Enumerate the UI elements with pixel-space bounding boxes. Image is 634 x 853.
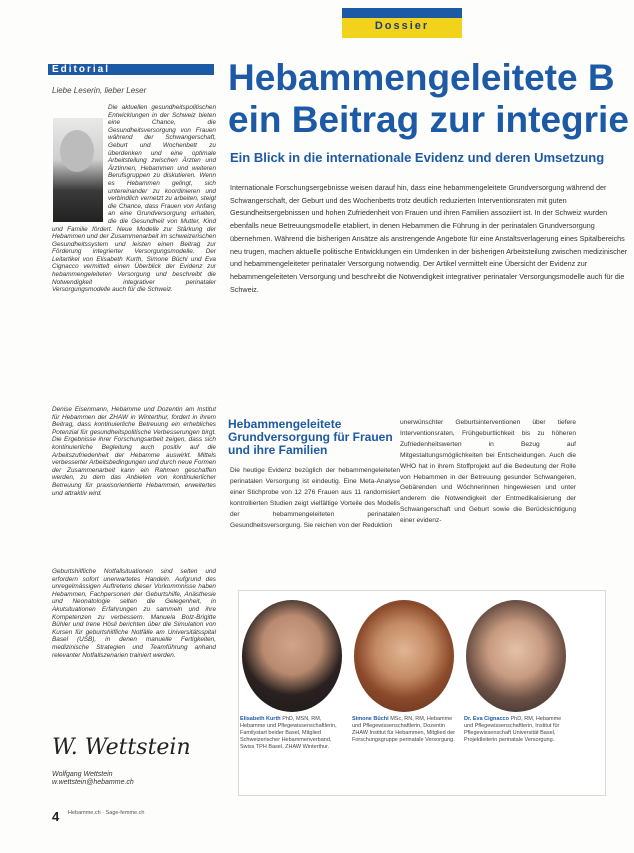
author-caption	[240, 716, 346, 751]
article-column-b: unerwünschter Geburtsinterventionen über tiefere Interventionsraten, Frühgeburtlichkeit bis zu höheren Zufriedenheitswerten in Bezug auf Mitgestaltungsmöglichkeiten bei Entscheidungen. Auch die WHO hat in ihrem Stoffprojekt auf die Bedeutung der Rolle von Hebammen in der Betreuung gesunder Schwangeren, Gebärenden und Wöchnerinnen hingewiesen und unter anderem die Notwendigkeit der Entmedikalisierung der Schwangerschaft und Geburt sowie die Berücksichtigung einer evidenz-	[400, 419, 576, 525]
page-number: 4	[52, 809, 60, 824]
dossier-tab-accent	[342, 8, 462, 18]
author-caption	[464, 716, 570, 744]
author-photo-kurth	[242, 600, 342, 712]
signer-block	[52, 771, 134, 787]
editorial-paragraph-1	[52, 104, 216, 294]
author-photo-buechi	[354, 600, 454, 712]
author-name: Elisabeth Kurth	[240, 716, 281, 722]
article-title-line-1: Hebammengeleitete B	[228, 57, 615, 98]
author-name: Dr. Eva Cignacco	[464, 716, 509, 722]
article-subtitle: Ein Blick in die internationale Evidenz und deren Umsetzung	[230, 150, 605, 165]
editor-signature: W. Wettstein	[52, 735, 191, 760]
section-tag: Dossier	[374, 20, 430, 32]
signer-name: Wolfgang Wettstein	[52, 771, 113, 778]
author-details: PhD, RM, Hebamme und Pflegewissenschaftlerin, Institut für Pflegewissenschaft Universität Basel, Projektleiterin perinatale Versorgung.	[464, 716, 562, 743]
author-details: MSc, RN, RM, Hebamme und Pflegewissenschaftlerin, Dozentin ZHAW Institut für Hebammen, Mitglied der Forschungsgruppe perinatale Versorgung.	[352, 716, 456, 743]
article-lead: Internationale Forschungsergebnisse weisen darauf hin, dass eine hebammengeleitete Grundversorgung während der Schwangerschaft, der Geburt und des Wochenbetts trotz deutlich reduzierten Interventionsraten mit guten Gesundheitsergebnissen und hohen Zufriedenheit von Frauen und ihren Familien assoziiert ist. In der Schweiz wurden ebenfalls neue Betreuungsmodelle etabliert, in denen Hebammen die Führung in der perinatalen Grundversorgung übernehmen. Während die bisherigen Ansätze als anstrengende Angebote für eine Anstaltsverlagerung eines Spitalbereichs neu trugen, machen aktuelle politische Entwicklungen ein Umdenken in der bisherigen Arbeitsteilung zwischen medizinischer und hebammengeleiteter perinataler Versorgung notwendig. Der Artikel vermittelt eine Übersicht der Evidenz zur hebammengeleiteten Versorgung und beschreibt die Notwendigkeit integrativer perinataler Versorgungsmodelle auch für die Schweiz.	[230, 183, 628, 294]
author-details: PhD, MSN, RM, Hebamme und Pflegewissenschaftlerin, Familystart beider Basel, Mitglied Schweizerischer Hebammenverband, Swiss TPH Basel, ZHAW Winterthur.	[240, 716, 337, 750]
editorial-tag: Editorial	[52, 64, 111, 75]
article-title-line-2: ein Beitrag zur integrie	[228, 99, 629, 140]
signer-email: w.wettstein@hebamme.ch	[52, 779, 134, 786]
editorial-greeting: Liebe Leserin, lieber Leser	[52, 86, 147, 95]
author-name: Simone Büchi	[352, 716, 389, 722]
portrait-spacer	[52, 104, 108, 218]
author-caption	[352, 716, 458, 744]
section-heading: Hebammengeleitete Grundversorgung für Frauen und ihre Familien	[228, 417, 393, 457]
author-photo-cignacco	[466, 600, 566, 712]
editorial-paragraph-2: Denise Eisenmann, Hebamme und Dozentin am Institut für Hebammen der ZHAW in Winterthur, fordert in ihrem Beitrag, dass kontinuierliche Betreuung ein erhebliches Potenzial für gesundheitspolitische Verbesserungen birgt. Die Ergebnisse ihrer Forschungsarbeit zeigen, dass sich kontinuierliche Begleitung auch positiv auf die Arbeitszufriedenheit der Hebamme auswirkt. Mittels verbesserter Arbeitsbedingungen und durch neue Formen der Zusammenarbeit kann ein Rahmen geschaffen werden, zu dem das Anbieten von kontinuierlicher Betreuung für praxisorientierte Hebammen, erweitertes und attraktiv wird.	[52, 406, 216, 497]
publication-footer: Hebamme.ch · Sage-femme.ch	[68, 810, 145, 816]
editorial-paragraph-3: Geburtshilfliche Notfallsituationen sind selten und erfordern sofort unerwartetes Handeln. Aufgrund des unregelmässigen Auftretens dieser Vorkommnisse haben Hebammen, Fachpersonen der Geburtshilfe, Anästhesie und Neonatologie selten die Gelegenheit, in Akutsituationen Erfahrungen zu sammeln und ihre Kompetenzen zu verbessern. Manuela Bolz-Brigitte Bühler und Irene Hösli berichten über die Simulation von Kursen für geburtshilfliche Notfälle am Universitätsspital Basel (USB), in denen manuelle Fertigkeiten, medizinische Strategien und Teamführung anhand relevanter Notfallszenarien trainiert werden.	[52, 568, 216, 659]
article-column-a: Die heutige Evidenz bezüglich der hebammengeleiteten perinatalen Versorgung ist eindeutig. Eine Meta-Analyse einer Stichprobe von 12 276 Frauen aus 11 randomisiert kontrollierten Studien zeigt vielfältige Vorteile des Modells der hebammengeleiteten perinatalen Gesundheitsversorgung. Sie reichen von der Reduktion	[230, 467, 400, 529]
editorial-paragraph-1-text: Die aktuellen gesundheitspolitischen Entwicklungen in der Schweiz bieten eine Chance, die Gesundheitsversorgung von Frauen während der Schwangerschaft, Geburt und Wochenbett zu überdenken und eine optimale Arbeitsteilung zwischen Ärzten und Ärztinnen, Hebammen und weiteren Berufsgruppen zu diskutieren. Wenn es Hebammen gelingt, sich untereinander zu koordinieren und verbindlich vernetzt zu arbeiten, steigt die Chance, dass Frauen von Anfang an eine Grundversorgung erhalten, die die Gesundheit von Mutter, Kind und Familie fördert. Neue Modelle zur Stärkung der Hebammen und der Zusammenarbeit im schweizerischen Gesundheitssystem und leisten einen Beitrag zur Förderung integrierter Versorgungsmodelle. Der Leitartikel von Elisabeth Kurth, Simone Büchi und Eva Cignacco vermittelt einen Überblick der Evidenz zur hebammengeleiteten Versorgung und beschreibt die Notwendigkeit integrativer perinataler Versorgungsmodelle auch für die Schweiz.	[52, 104, 216, 294]
